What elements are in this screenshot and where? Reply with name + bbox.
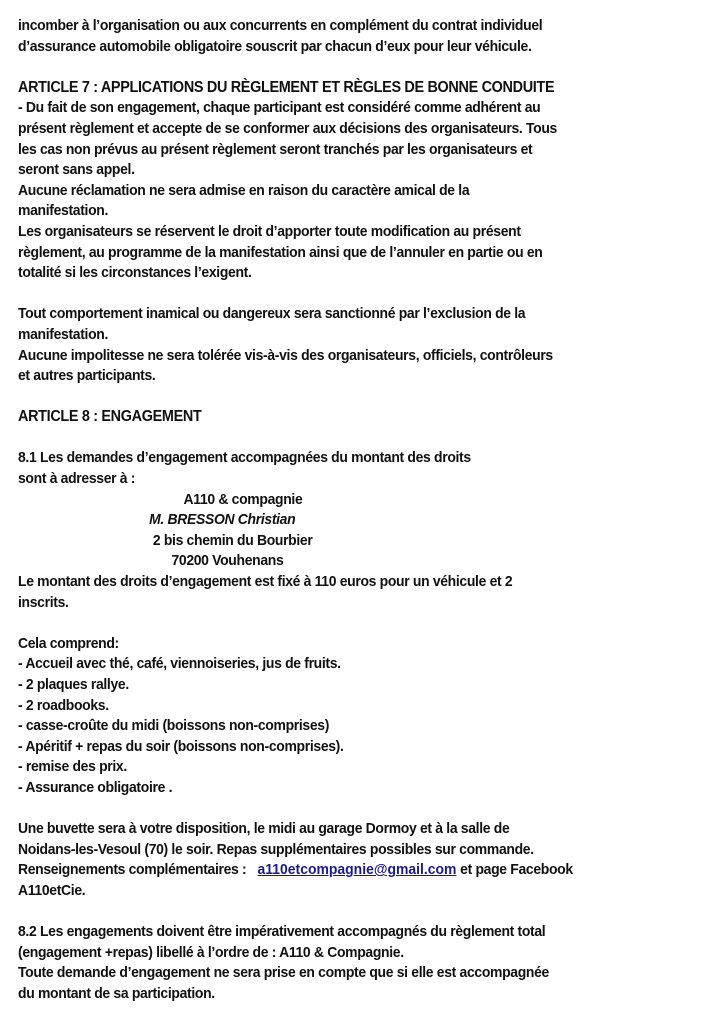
article-7-line: les cas non prévus au présent règlement seront tranchés par les organisateurs et bbox=[18, 140, 533, 158]
address-name: M. BRESSON Christian bbox=[149, 511, 296, 529]
buvette-line: Noidans-les-Vesoul (70) le soir. Repas supplémentaires possibles sur commande. bbox=[18, 840, 534, 858]
info-suffix: et page Facebook bbox=[460, 861, 573, 879]
article-7-line: - Du fait de son engagement, chaque participant est considéré comme adhérent au bbox=[18, 99, 541, 117]
article-7-line: Les organisateurs se réservent le droit d’apporter toute modification au présent bbox=[18, 222, 521, 240]
info-prefix: Renseignements complémentaires : bbox=[18, 861, 247, 879]
address-city: 70200 Vouhenans bbox=[171, 552, 284, 570]
conduct-line: et autres participants. bbox=[18, 367, 156, 385]
spacer bbox=[18, 902, 669, 923]
fee-line: inscrits. bbox=[18, 593, 69, 611]
includes-item: - remise des prix. bbox=[18, 758, 127, 776]
article-8-heading: ARTICLE 8 : ENGAGEMENT bbox=[18, 408, 202, 426]
spacer bbox=[18, 428, 669, 449]
spacer bbox=[18, 284, 669, 305]
includes-item: - Apéritif + repas du soir (boissons non-comprises). bbox=[18, 737, 344, 755]
section-8-1-line: 8.1 Les demandes d’engagement accompagnées du montant des droits bbox=[18, 449, 471, 467]
address-street: 2 bis chemin du Bourbier bbox=[152, 531, 313, 549]
email-link[interactable]: a110etcompagnie@gmail.com bbox=[257, 861, 457, 879]
includes-item: - Assurance obligatoire . bbox=[18, 778, 173, 796]
spacer bbox=[18, 387, 669, 408]
spacer bbox=[18, 57, 669, 78]
article-7-line: seront sans appel. bbox=[18, 161, 135, 179]
includes-item: - 2 roadbooks. bbox=[18, 696, 109, 714]
fee-line: Le montant des droits d’engagement est fixé à 110 euros pour un véhicule et 2 bbox=[18, 573, 513, 591]
spacer bbox=[18, 799, 669, 820]
info-last-line: A110etCie. bbox=[18, 881, 86, 899]
address-organization: A110 & compagnie bbox=[183, 490, 303, 508]
article-7-line: manifestation. bbox=[18, 202, 109, 220]
intro-line: incomber à l’organisation ou aux concurrents en complément du contrat individuel bbox=[18, 17, 543, 34]
info-line bbox=[18, 860, 669, 881]
conduct-line: Tout comportement inamical ou dangereux sera sanctionné par l’exclusion de la bbox=[18, 305, 526, 323]
article-7-line: totalité si les circonstances l’exigent. bbox=[18, 264, 252, 282]
article-7-heading: ARTICLE 7 : APPLICATIONS DU RÈGLEMENT ET RÈGLES DE BONNE CONDUITE bbox=[18, 78, 555, 96]
intro-line: d’assurance automobile obligatoire souscrit par chacun d’eux pour leur véhicule. bbox=[18, 37, 532, 55]
conduct-line: Aucune impolitesse ne sera tolérée vis-à-vis des organisateurs, officiels, contrôleurs bbox=[18, 346, 553, 364]
section-8-1-line: sont à adresser à : bbox=[18, 470, 136, 488]
section-8-2-line: Toute demande d’engagement ne sera prise en compte que si elle est accompagnée bbox=[18, 964, 549, 982]
includes-title: Cela comprend: bbox=[18, 634, 119, 652]
buvette-line: Une buvette sera à votre disposition, le midi au garage Dormoy et à la salle de bbox=[18, 820, 510, 838]
conduct-line: manifestation. bbox=[18, 325, 109, 343]
article-7-line: règlement, au programme de la manifestation ainsi que de l’annuler en partie ou en bbox=[18, 243, 543, 261]
includes-item: - casse-croûte du midi (boissons non-comprises) bbox=[18, 717, 330, 735]
section-8-2-line: du montant de sa participation. bbox=[18, 984, 215, 1002]
article-7-line: Aucune réclamation ne sera admise en raison du caractère amical de la bbox=[18, 181, 470, 199]
section-8-2-line: 8.2 Les engagements doivent être impérativement accompagnés du règlement total bbox=[18, 923, 546, 941]
includes-item: - Accueil avec thé, café, viennoiseries, jus de fruits. bbox=[18, 655, 341, 673]
section-8-2-line: (engagement +repas) libellé à l’ordre de : A110 & Compagnie. bbox=[18, 943, 404, 961]
includes-item: - 2 plaques rallye. bbox=[18, 676, 129, 693]
article-7-line: présent règlement et accepte de se conformer aux décisions des organisateurs. Tous bbox=[18, 119, 557, 137]
spacer bbox=[18, 613, 669, 634]
document-page bbox=[18, 16, 669, 1005]
